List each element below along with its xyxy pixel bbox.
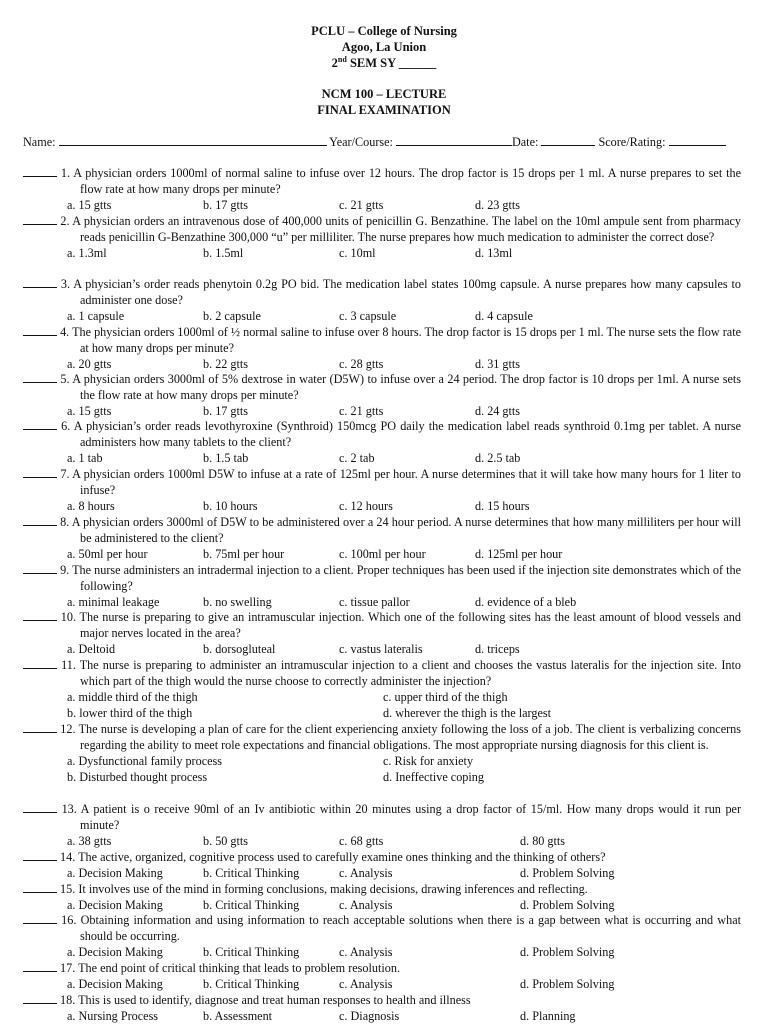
options-row <box>23 945 741 961</box>
question-7 <box>23 467 741 515</box>
answer-option: c. Diagnosis <box>339 1008 400 1023</box>
question-13 <box>23 802 741 850</box>
question-text <box>23 515 741 547</box>
options-row <box>23 866 741 882</box>
question-12 <box>23 722 741 786</box>
question-text <box>23 277 741 309</box>
answer-option: a. 1 tab <box>67 450 103 465</box>
answer-blank[interactable] <box>23 214 57 225</box>
answer-option: d. 13ml <box>475 245 513 260</box>
options-row <box>23 357 741 373</box>
options-row <box>23 499 741 515</box>
answer-option: b. no swelling <box>203 594 272 609</box>
question-stem: 2. A physician orders an intravenous dose of 400,000 units of penicillin G. Benzathine. The label on the 10ml ampule sent from pharmacy reads penicillin G-Benzathine 300,000 “u” per milliliter. The nurse prepares how much medication to administer the correct dose? <box>60 214 742 244</box>
answer-blank[interactable] <box>23 166 57 177</box>
answer-blank[interactable] <box>23 419 57 430</box>
answer-option: b. 2 capsule <box>203 308 261 323</box>
answer-blank[interactable] <box>23 563 57 574</box>
answer-option: c. 3 capsule <box>339 308 397 323</box>
question-14 <box>23 850 741 882</box>
answer-option: d. evidence of a bleb <box>475 594 577 609</box>
options-row <box>23 977 741 993</box>
answer-option: a. Dysfunctional family process <box>67 753 223 768</box>
options-row <box>23 547 741 563</box>
answer-option: c. upper third of the thigh <box>383 689 508 704</box>
answer-option: a. 1 capsule <box>67 308 125 323</box>
answer-option: a. Decision Making <box>67 865 163 880</box>
answer-option: a. 1.3ml <box>67 245 107 260</box>
question-text <box>23 913 741 945</box>
answer-option: b. lower third of the thigh <box>67 705 193 720</box>
name-label: Name: <box>23 135 56 149</box>
options-row <box>23 754 741 770</box>
question-stem: 7. A physician orders 1000ml D5W to infuse at a rate of 125ml per hour. A nurse determines that it will take how many hours for 1 liter to infuse? <box>60 467 741 497</box>
answer-option: a. middle third of the thigh <box>67 689 198 704</box>
answer-option: a. Deltoid <box>67 641 116 656</box>
question-stem: 9. The nurse administers an intradermal injection to a client. Proper techniques has been used if the injection site demonstrates which of the following? <box>60 563 741 593</box>
year-course-field[interactable] <box>396 134 512 146</box>
semester-line <box>0 55 768 71</box>
answer-option: c. Analysis <box>339 976 393 991</box>
answer-option: d. Problem Solving <box>520 897 615 912</box>
options-row <box>23 1009 741 1025</box>
answer-option: a. 20 gtts <box>67 356 112 371</box>
question-stem: 11. The nurse is preparing to administer an intramuscular injection to a client and chooses the vastus lateralis for the injection site. Into which part of the thigh would the nurse choose to correctly administer the injection? <box>61 658 741 688</box>
question-10 <box>23 610 741 658</box>
question-1 <box>23 166 741 214</box>
answer-option: d. 4 capsule <box>475 308 533 323</box>
answer-option: a. Decision Making <box>67 944 163 959</box>
question-stem: 10. The nurse is preparing to give an intramuscular injection. Which one of the following sites has the least amount of blood vessels and major nerves located in the area? <box>60 610 741 640</box>
answer-option: d. Planning <box>520 1008 576 1023</box>
answer-option: a. 8 hours <box>67 498 115 513</box>
options-row <box>23 898 741 914</box>
semester-ordinal: nd <box>337 54 347 64</box>
question-stem: 3. A physician’s order reads phenytoin 0.2g PO bid. The medication label states 100mg capsule. A nurse prepares how many capsules to administer one dose? <box>60 277 741 307</box>
question-text <box>23 419 741 451</box>
answer-blank[interactable] <box>23 802 57 813</box>
score-field[interactable] <box>669 134 726 146</box>
question-stem: 15. It involves use of the mind in forming conclusions, making decisions, drawing inferences and reflecting. <box>60 882 588 896</box>
question-text <box>23 214 741 246</box>
answer-option: d. 125ml per hour <box>475 546 563 561</box>
answer-option: b. 1.5ml <box>203 245 244 260</box>
options-row <box>23 451 741 467</box>
answer-option: c. 21 gtts <box>339 197 384 212</box>
question-8 <box>23 515 741 563</box>
date-label: Date: <box>511 135 539 149</box>
options-row <box>23 595 741 611</box>
answer-option: b. 50 gtts <box>203 833 249 848</box>
answer-option: a. 50ml per hour <box>67 546 148 561</box>
answer-blank[interactable] <box>23 722 57 733</box>
question-text <box>23 850 741 866</box>
answer-option: d. 24 gtts <box>475 403 521 418</box>
answer-option: a. Nursing Process <box>67 1008 159 1023</box>
answer-blank[interactable] <box>23 658 57 669</box>
question-stem: 5. A physician orders 3000ml of 5% dextrose in water (D5W) to infuse over a 24 period. The drop factor is 10 drops per 1ml. A nurse sets the flow rate at how many drops per minute? <box>60 372 741 402</box>
answer-blank[interactable] <box>23 325 57 336</box>
question-text <box>23 467 741 499</box>
question-9 <box>23 563 741 611</box>
answer-option: d. 31 gtts <box>475 356 521 371</box>
answer-option: a. 38 gtts <box>67 833 112 848</box>
question-stem: 6. A physician’s order reads levothyroxine (Synthroid) 150mcg PO daily the medication label reads synthroid 0.1mg per tablet. A nurse administers how many tablets to the client? <box>61 419 742 449</box>
question-18 <box>23 993 741 1025</box>
semester-number: 2 <box>331 56 338 70</box>
question-text <box>23 610 741 642</box>
answer-blank[interactable] <box>23 610 57 621</box>
question-text <box>23 993 741 1009</box>
answer-option: d. Problem Solving <box>520 865 615 880</box>
question-4 <box>23 325 741 373</box>
question-5 <box>23 372 741 420</box>
answer-option: c. 68 gtts <box>339 833 384 848</box>
answer-option: b. dorsogluteal <box>203 641 276 656</box>
student-info-row <box>23 134 743 151</box>
options-row <box>23 706 741 722</box>
options-row <box>23 770 741 786</box>
question-text <box>23 961 741 977</box>
question-6 <box>23 419 741 467</box>
answer-option: a. 15 gtts <box>67 197 112 212</box>
options-row <box>23 198 741 214</box>
answer-option: d. 15 hours <box>475 498 530 513</box>
options-row <box>23 309 741 325</box>
question-text <box>23 802 741 834</box>
answer-option: c. vastus lateralis <box>339 641 423 656</box>
answer-option: b. Critical Thinking <box>203 944 300 959</box>
answer-blank[interactable] <box>23 913 57 924</box>
school-location: Agoo, La Union <box>341 40 427 54</box>
question-17 <box>23 961 741 993</box>
question-stem: 16. Obtaining information and using information to reach acceptable solutions when there is a gap between what is occurring and what should be occurring. <box>61 913 741 943</box>
options-row <box>23 834 741 850</box>
question-11 <box>23 658 741 722</box>
answer-option: b. 17 gtts <box>203 197 249 212</box>
answer-option: a. 15 gtts <box>67 403 112 418</box>
question-stem: 12. The nurse is developing a plan of care for the client experiencing anxiety following the loss of a job. The client is verbalizing concerns regarding the ability to meet role expectations and financial obligations. The most appropriate nursing diagnosis for this client is. <box>60 722 742 752</box>
answer-blank[interactable] <box>23 850 57 861</box>
answer-option: b. 1.5 tab <box>203 450 249 465</box>
answer-option: d. Ineffective coping <box>383 769 484 784</box>
answer-blank[interactable] <box>23 372 57 383</box>
answer-option: c. 10ml <box>339 245 376 260</box>
answer-option: b. 10 hours <box>203 498 258 513</box>
answer-option: b. Assessment <box>203 1008 273 1023</box>
score-label: Score/Rating: <box>598 135 666 149</box>
question-text <box>23 325 741 357</box>
options-row <box>23 404 741 420</box>
answer-option: b. 17 gtts <box>203 403 249 418</box>
answer-option: c. 12 hours <box>339 498 393 513</box>
answer-option: b. 75ml per hour <box>203 546 285 561</box>
question-text <box>23 882 741 898</box>
question-stem: 14. The active, organized, cognitive process used to carefully examine ones thinking and the thinking of others? <box>60 850 606 864</box>
answer-option: d. Problem Solving <box>520 976 615 991</box>
question-stem: 17. The end point of critical thinking that leads to problem resolution. <box>60 961 400 975</box>
answer-option: c. tissue pallor <box>339 594 410 609</box>
date-field[interactable] <box>541 134 595 146</box>
answer-option: d. 2.5 tab <box>475 450 521 465</box>
question-stem: 8. A physician orders 3000ml of D5W to be administered over a 24 hour period. A nurse determines that how many milliliters per hour will be administered to the client? <box>60 515 741 545</box>
answer-blank[interactable] <box>23 993 57 1004</box>
question-stem: 18. This is used to identify, diagnose and treat human responses to health and illness <box>60 993 471 1007</box>
question-text <box>23 563 741 595</box>
answer-option: c. 2 tab <box>339 450 375 465</box>
answer-option: d. wherever the thigh is the largest <box>383 705 551 720</box>
answer-option: d. 23 gtts <box>475 197 521 212</box>
answer-option: c. 21 gtts <box>339 403 384 418</box>
answer-blank[interactable] <box>23 277 57 288</box>
answer-blank[interactable] <box>23 467 57 478</box>
options-row <box>23 642 741 658</box>
answer-option: a. minimal leakage <box>67 594 160 609</box>
question-stem: 4. The physician orders 1000ml of ½ normal saline to infuse over 8 hours. The drop factor is 15 drops per 1 ml. The nurse sets the flow rate at how many drops per minute? <box>60 325 742 355</box>
question-text <box>23 722 741 754</box>
exam-title: FINAL EXAMINATION <box>317 103 451 117</box>
question-stem: 1. A physician orders 1000ml of normal saline to infuse over 12 hours. The drop factor is 15 drops per 1 ml. A nurse prepares to set the flow rate at how many drops per minute? <box>60 166 742 196</box>
semester-text: SEM SY ______ <box>346 56 437 70</box>
answer-option: d. triceps <box>475 641 520 656</box>
answer-option: c. Analysis <box>339 865 393 880</box>
options-row <box>23 690 741 706</box>
answer-option: a. Decision Making <box>67 976 163 991</box>
question-text <box>23 372 741 404</box>
answer-blank[interactable] <box>23 882 57 893</box>
answer-option: c. 28 gtts <box>339 356 384 371</box>
answer-option: c. 100ml per hour <box>339 546 426 561</box>
answer-blank[interactable] <box>23 515 57 526</box>
course-title: NCM 100 – LECTURE <box>321 87 447 101</box>
answer-blank[interactable] <box>23 961 57 972</box>
answer-option: b. Critical Thinking <box>203 897 300 912</box>
question-3 <box>23 277 741 325</box>
name-field[interactable] <box>59 134 327 146</box>
question-stem: 13. A patient is o receive 90ml of an Iv antibiotic within 20 minutes using a drop factor of 15/ml. How many drops would it run per minute? <box>61 802 742 832</box>
answer-option: b. Critical Thinking <box>203 976 300 991</box>
answer-option: c. Analysis <box>339 944 393 959</box>
year-course-label: Year/Course: <box>329 135 393 149</box>
question-16 <box>23 913 741 961</box>
question-text <box>23 658 741 690</box>
answer-option: b. 22 gtts <box>203 356 249 371</box>
answer-option: c. Analysis <box>339 897 393 912</box>
answer-option: b. Critical Thinking <box>203 865 300 880</box>
answer-option: a. Decision Making <box>67 897 163 912</box>
question-15 <box>23 882 741 914</box>
answer-option: d. Problem Solving <box>520 944 615 959</box>
school-name: PCLU – College of Nursing <box>311 24 457 38</box>
answer-option: d. 80 gtts <box>520 833 566 848</box>
answer-option: b. Disturbed thought process <box>67 769 208 784</box>
answer-option: c. Risk for anxiety <box>383 753 474 768</box>
question-text <box>23 166 741 198</box>
question-2 <box>23 214 741 262</box>
options-row <box>23 246 741 262</box>
